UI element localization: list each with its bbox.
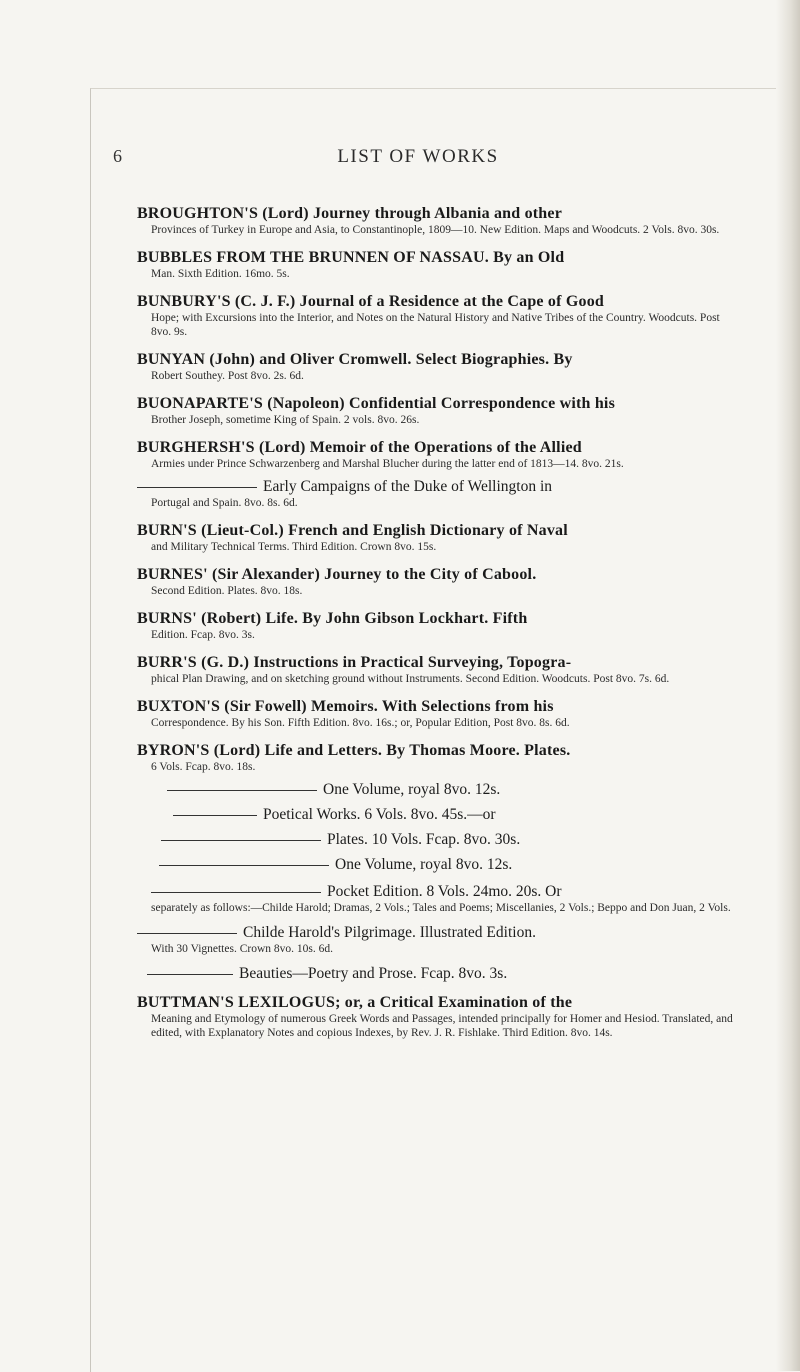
list-entry [137, 350, 742, 383]
ditto-dash [173, 815, 257, 816]
entry-details: phical Plan Drawing, and on sketching ground without Instruments. Second Edition. Woodcuts. Post 8vo. 7s. 6d. [151, 673, 670, 685]
list-entry [137, 993, 742, 1040]
ditto-dash [167, 790, 317, 791]
entry-heading: BURGHERSH'S (Lord) Memoir of the Operations of the Allied [137, 439, 582, 456]
entry-heading: BURNS' (Robert) Life. By John Gibson Lockhart. Fifth [137, 610, 528, 627]
entry-heading: BURR'S (G. D.) Instructions in Practical Surveying, Topogra- [137, 654, 572, 671]
edition-line [137, 780, 742, 799]
edition-text: One Volume, royal 8vo. 12s. [335, 856, 513, 873]
entry-details: Armies under Prince Schwarzenberg and Marshal Blucher during the latter end of 1813—14. 8vo. 21s. [151, 458, 624, 470]
entry-details: Second Edition. Plates. 8vo. 18s. [151, 585, 303, 597]
works-list [137, 204, 742, 1051]
edition-details: With 30 Vignettes. Crown 8vo. 10s. 6d. [151, 943, 333, 955]
page-shadow [776, 0, 800, 1371]
entry-details: and Military Technical Terms. Third Edition. Crown 8vo. 15s. [151, 541, 437, 553]
edition-line [137, 923, 742, 942]
entry-heading: BROUGHTON'S (Lord) Journey through Albania and other [137, 205, 562, 222]
list-entry [137, 741, 742, 774]
edition-text: Poetical Works. 6 Vols. 8vo. 45s.—or [263, 806, 496, 823]
edition-text: Beauties—Poetry and Prose. Fcap. 8vo. 3s. [239, 965, 508, 982]
entry-details: Hope; with Excursions into the Interior, and Notes on the Natural History and Native Tribes of the Country. Woodcuts. Post 8vo. 9s. [151, 312, 720, 338]
list-entry [137, 204, 742, 237]
ditto-dash [137, 487, 257, 488]
list-entry [137, 653, 742, 686]
entry-heading: BURN'S (Lieut-Col.) French and English Dictionary of Naval [137, 522, 568, 539]
running-title: LIST OF WORKS [337, 146, 499, 167]
page-header [113, 146, 723, 170]
entry-heading: BUBBLES FROM THE BRUNNEN OF NASSAU. By an Old [137, 249, 565, 266]
edition-text: One Volume, royal 8vo. 12s. [323, 781, 501, 798]
edition-text: Pocket Edition. 8 Vols. 24mo. 20s. Or [327, 883, 562, 900]
ditto-dash [159, 865, 329, 866]
list-entry [137, 609, 742, 642]
edition-line [137, 805, 742, 824]
byron-edition [137, 830, 742, 849]
ditto-dash [147, 974, 233, 975]
byron-edition [137, 882, 742, 915]
list-entry [137, 248, 742, 281]
list-entry [137, 477, 742, 510]
byron-edition [137, 780, 742, 799]
entry-heading: BYRON'S (Lord) Life and Letters. By Thomas Moore. Plates. [137, 742, 571, 759]
byron-edition [137, 923, 742, 956]
list-entry [137, 292, 742, 339]
list-entry [137, 565, 742, 598]
list-entry [137, 394, 742, 427]
entry-details: Portugal and Spain. 8vo. 8s. 6d. [151, 497, 298, 509]
entry-heading: BUNYAN (John) and Oliver Cromwell. Select Biographies. By [137, 351, 573, 368]
page-number: 6 [113, 146, 122, 166]
entry-details: Meaning and Etymology of numerous Greek Words and Passages, intended principally for Homer and Hesiod. Translated, and edited, with Explanatory Notes and copious Indexes, by Rev. J. R. Fishlake. Third Edition. 8vo. 14s. [151, 1013, 733, 1039]
entry-heading: BUNBURY'S (C. J. F.) Journal of a Residence at the Cape of Good [137, 293, 604, 310]
list-entry [137, 697, 742, 730]
edition-line [137, 964, 742, 983]
list-entry [137, 438, 742, 471]
entry-continuation [137, 477, 742, 496]
entry-details: Provinces of Turkey in Europe and Asia, to Constantinople, 1809—10. New Edition. Maps and Woodcuts. 2 Vols. 8vo. 30s. [151, 224, 720, 236]
continuation-text: Early Campaigns of the Duke of Wellington in [263, 478, 553, 495]
edition-text: Plates. 10 Vols. Fcap. 8vo. 30s. [327, 831, 521, 848]
edition-text: Childe Harold's Pilgrimage. Illustrated Edition. [243, 924, 536, 941]
entry-details: Man. Sixth Edition. 16mo. 5s. [151, 268, 290, 280]
ditto-dash [151, 892, 321, 893]
byron-edition [137, 855, 742, 874]
entry-details: Brother Joseph, sometime King of Spain. 2 vols. 8vo. 26s. [151, 414, 420, 426]
edition-line [137, 830, 742, 849]
entry-heading: BUXTON'S (Sir Fowell) Memoirs. With Selections from his [137, 698, 554, 715]
byron-edition [137, 964, 742, 983]
entry-heading: BUTTMAN'S LEXILOGUS; or, a Critical Examination of the [137, 994, 573, 1011]
entry-details: Edition. Fcap. 8vo. 3s. [151, 629, 255, 641]
edition-line [137, 855, 742, 874]
byron-edition [137, 805, 742, 824]
entry-details: Robert Southey. Post 8vo. 2s. 6d. [151, 370, 304, 382]
entry-details: Correspondence. By his Son. Fifth Edition. 8vo. 16s.; or, Popular Edition, Post 8vo. 8s. 6d. [151, 717, 570, 729]
entry-heading: BURNES' (Sir Alexander) Journey to the City of Cabool. [137, 566, 537, 583]
ditto-dash [137, 933, 237, 934]
entry-heading: BUONAPARTE'S (Napoleon) Confidential Correspondence with his [137, 395, 615, 412]
edition-details: separately as follows:—Childe Harold; Dramas, 2 Vols.; Tales and Poems; Miscellanies, 2 Vols.; Beppo and Don Juan, 2 Vols. [151, 902, 731, 914]
list-entry [137, 521, 742, 554]
ditto-dash [161, 840, 321, 841]
entry-details: 6 Vols. Fcap. 8vo. 18s. [151, 761, 256, 773]
edition-line [137, 882, 742, 901]
